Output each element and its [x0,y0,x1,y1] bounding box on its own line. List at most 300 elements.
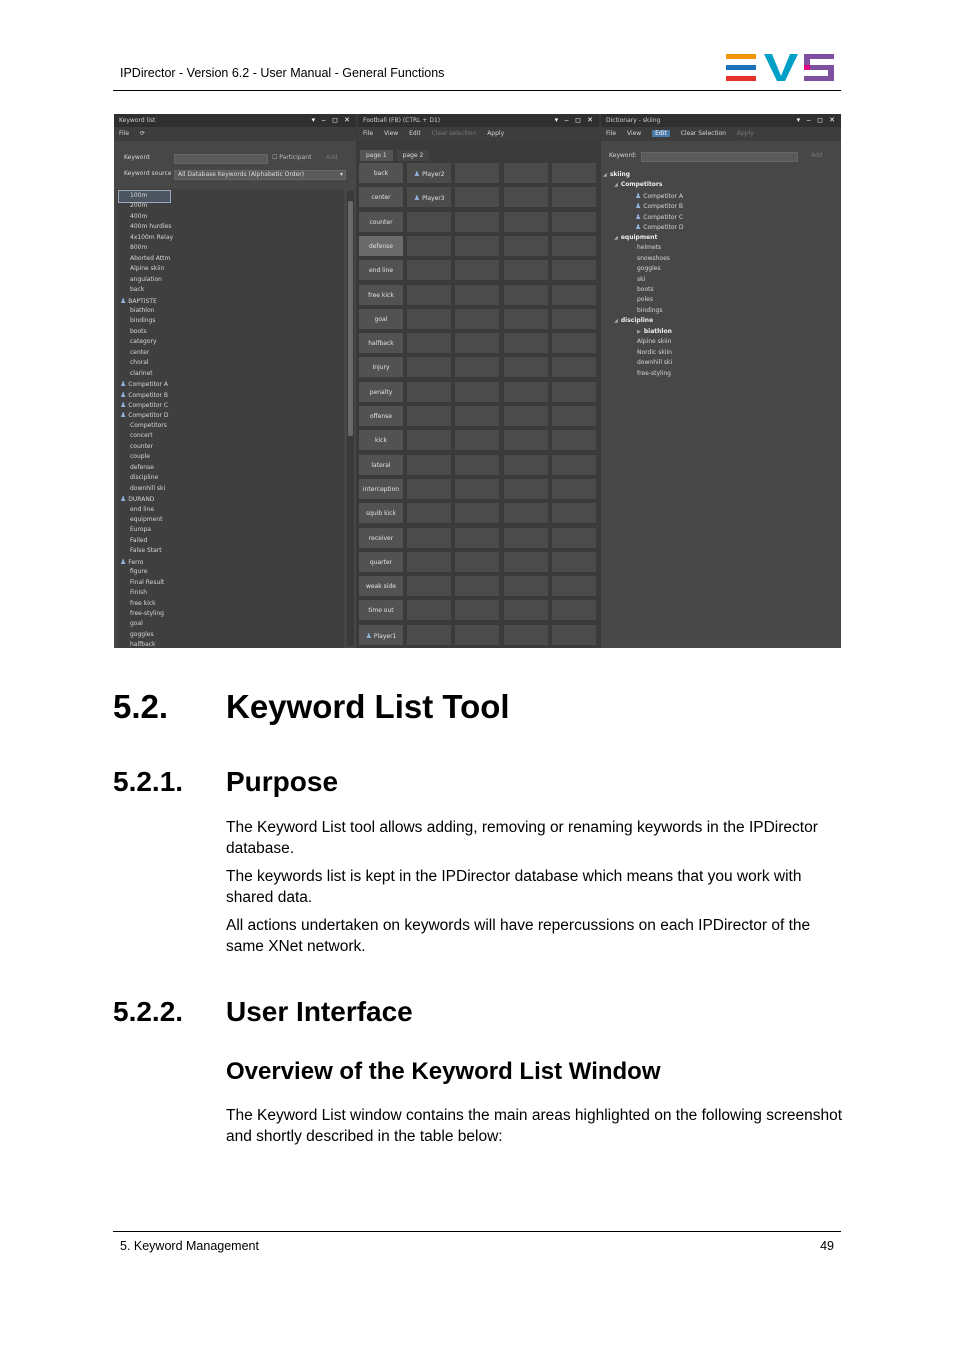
tree-node[interactable] [637,275,645,286]
tree-node-label: equipment [620,233,658,241]
keyword-grid-label: penalty [369,388,393,396]
keyword-item[interactable] [130,640,156,648]
empty-grid-cell[interactable] [551,551,597,573]
football-titlebar [358,114,599,127]
tree-node[interactable] [637,243,661,254]
keyword-item-label: couple [130,453,150,461]
participant-keyword-item[interactable] [120,379,168,390]
empty-grid-cell[interactable] [454,429,500,451]
apply-button[interactable]: Apply [736,130,754,137]
empty-grid-cell[interactable] [503,381,549,403]
keyword-item[interactable] [130,525,151,536]
empty-grid-cell[interactable] [503,624,549,646]
dictionary-keyword-label: Keyword: [609,152,637,159]
collapse-arrow-icon[interactable]: ◢ [603,172,607,178]
keyword-item[interactable] [130,505,154,516]
keyword-grid-button[interactable] [358,527,404,549]
keyword-item-label: Competitor C [128,402,169,409]
keyword-grid-button[interactable] [358,502,404,524]
participant-keyword-item[interactable] [120,296,157,307]
menu-edit[interactable]: Edit [652,130,670,137]
keyword-grid-label: center [371,194,391,202]
keyword-grid-label: quarter [369,558,393,566]
empty-grid-cell[interactable] [551,284,597,306]
dictionary-keyword-input[interactable] [641,152,798,162]
keyword-item-label: biathlon [130,306,155,314]
tree-node[interactable] [637,348,672,359]
empty-grid-cell[interactable] [454,454,500,476]
menu-view[interactable]: View [383,130,399,137]
keyword-item-label: goal [130,620,143,628]
keyword-input[interactable] [174,154,268,164]
empty-grid-cell[interactable] [406,308,452,330]
empty-grid-cell[interactable] [454,575,500,597]
keyword-grid-button[interactable] [358,211,404,233]
keyword-item[interactable] [130,348,149,359]
keyword-item-label: free kick [130,599,156,607]
person-icon: ♟ [120,296,127,305]
empty-grid-cell[interactable] [406,405,452,427]
keyword-item[interactable] [130,316,156,327]
empty-grid-cell[interactable] [406,624,452,646]
purpose-paragraph-3: All actions undertaken on keywords will have repercussions on each IPDirector of the same XNet network. [226,917,811,955]
keyword-item[interactable] [130,222,171,233]
empty-grid-cell[interactable] [454,356,500,378]
empty-grid-cell[interactable] [454,478,500,500]
keyword-item[interactable] [130,369,153,380]
keyword-item-label: 200m [130,202,148,210]
empty-grid-cell[interactable] [503,599,549,621]
empty-grid-cell[interactable] [454,235,500,257]
tree-node-label: discipline [620,317,654,325]
empty-grid-cell[interactable] [454,405,500,427]
empty-grid-cell[interactable] [454,284,500,306]
keyword-item-label: clarinet [130,369,153,377]
keyword-grid-button[interactable] [358,454,404,476]
empty-grid-cell[interactable] [406,284,452,306]
tree-node[interactable] [637,369,671,380]
empty-grid-cell[interactable] [406,599,452,621]
menu-view[interactable]: View [626,130,642,137]
keyword-grid-button[interactable] [358,575,404,597]
empty-grid-cell[interactable] [406,502,452,524]
keyword-item-label: downhill ski [130,484,166,492]
empty-grid-cell[interactable] [503,405,549,427]
keyword-item[interactable] [130,452,150,463]
empty-grid-cell[interactable] [406,429,452,451]
keyword-item[interactable] [130,431,153,442]
empty-grid-cell[interactable] [406,527,452,549]
tree-node-label: skiing [609,171,631,178]
empty-grid-cell[interactable] [454,308,500,330]
keyword-item-label: Competitor D [128,412,169,420]
empty-grid-cell[interactable] [454,381,500,403]
collapse-arrow-icon[interactable]: ◢ [614,318,618,325]
empty-grid-cell[interactable] [551,624,597,646]
window-controls[interactable]: ▾ ‒ ◻ ✕ [554,116,595,124]
empty-grid-cell[interactable] [503,186,549,208]
person-icon: ♟ [120,380,127,389]
keyword-item[interactable] [130,421,167,432]
keyword-item-label: boots [130,327,147,335]
empty-grid-cell[interactable] [551,599,597,621]
tree-node-label: free-styling [637,369,671,377]
keyword-item[interactable] [130,275,162,286]
keyword-item-label: defense [130,463,154,471]
empty-grid-cell[interactable] [551,502,597,524]
empty-grid-cell[interactable] [551,211,597,233]
keyword-grid-button[interactable] [358,599,404,621]
keyword-item-label: bindings [130,317,156,325]
empty-grid-cell[interactable] [551,235,597,257]
keyword-source-row [114,168,356,180]
empty-grid-cell[interactable] [551,162,597,184]
keyword-grid-button[interactable] [358,162,404,184]
keyword-item-label: 400m [130,212,148,220]
tree-node-label: bindings [637,306,663,314]
tree-node[interactable] [637,254,670,265]
keyword-item-label: back [130,286,145,294]
keyword-item[interactable] [130,442,153,453]
empty-grid-cell[interactable] [406,332,452,354]
keyword-item[interactable] [130,201,147,212]
keyword-list-titlebar [114,114,356,127]
tree-node-label: goggles [637,265,661,273]
keyword-item[interactable] [130,484,165,495]
keyword-grid-label: back [373,170,389,177]
keyword-item[interactable] [119,191,170,202]
keyword-item-label: DURAND [128,496,155,504]
keyword-item-label: choral [130,359,149,367]
keyword-item[interactable] [130,588,147,599]
keyword-item-label: halfback [130,641,156,648]
empty-grid-cell[interactable] [551,356,597,378]
keyword-item[interactable] [130,609,164,620]
keyword-item[interactable] [130,306,154,317]
tree-node[interactable] [635,201,683,212]
empty-grid-cell[interactable] [503,162,549,184]
participant-keyword-item[interactable] [120,410,169,421]
tree-node-label: Competitor B [643,203,684,211]
dictionary-title: Dictionary - skiing [606,117,661,124]
dictionary-tree[interactable] [603,168,839,648]
tree-node-label: Competitor C [643,213,684,221]
football-panel [358,114,599,648]
page-tabs [360,150,431,161]
keyword-item[interactable] [130,567,147,578]
keyword-item-label: goggles [130,630,154,638]
window-controls[interactable]: ▾ ‒ ◻ ✕ [796,116,837,124]
football-title: Football (FB) (CTRL + D1) [363,117,441,124]
empty-grid-cell[interactable] [503,308,549,330]
participant-keyword-item[interactable] [120,494,154,505]
empty-grid-cell[interactable] [406,211,452,233]
empty-grid-cell[interactable] [454,162,500,184]
tree-node-label: downhill ski [637,359,673,367]
clear-selection-button[interactable]: Clear selection [431,130,477,137]
empty-grid-cell[interactable] [551,527,597,549]
dictionary-add-button[interactable]: Add [811,152,823,159]
keyword-item[interactable] [130,515,162,526]
empty-grid-cell[interactable] [551,259,597,281]
person-icon: ♟ [635,191,642,200]
collapse-arrow-icon[interactable]: ◢ [614,234,618,241]
empty-grid-cell[interactable] [454,332,500,354]
empty-grid-cell[interactable] [503,527,549,549]
collapse-arrow-icon[interactable]: ◢ [614,182,618,189]
window-controls[interactable]: ▾ ‒ ◻ ✕ [311,116,352,124]
chevron-down-icon: ▾ [339,171,343,178]
empty-grid-cell[interactable] [503,211,549,233]
empty-grid-cell[interactable] [406,235,452,257]
keyword-grid-label: offense [369,413,393,420]
tree-node[interactable] [603,170,630,181]
keyword-grid-label: kick [375,437,387,445]
tree-node[interactable] [635,212,683,223]
keyword-grid-button[interactable] [358,356,404,378]
keyword-grid-button[interactable] [358,478,404,500]
empty-grid-cell[interactable] [551,332,597,354]
refresh-icon[interactable]: ⟳ [139,130,145,137]
keyword-grid-button[interactable] [358,429,404,451]
tree-node[interactable] [637,358,672,369]
keyword-item[interactable] [130,358,149,369]
empty-grid-cell[interactable] [503,454,549,476]
keyword-item[interactable] [130,264,164,275]
keyword-item-label: end line [130,505,155,513]
participant-keyword-item[interactable] [120,557,143,568]
empty-grid-cell[interactable] [503,235,549,257]
keyword-grid-label: interception [362,485,400,493]
empty-grid-cell[interactable] [503,502,549,524]
keyword-source-label: Keyword source [124,170,172,177]
footer-rule [113,1231,841,1232]
keyword-item-label: 400m hurdles [130,223,172,231]
empty-grid-cell[interactable] [406,575,452,597]
keyword-item-label: free-styling [130,610,164,617]
keyword-grid-button[interactable] [358,235,404,257]
empty-grid-cell[interactable] [551,405,597,427]
tree-node-label: poles [637,296,653,304]
keyword-grid-label: Player2 [422,171,445,178]
empty-grid-cell[interactable] [503,356,549,378]
keyword-label: Keyword [124,154,150,161]
purpose-title: Purpose [226,766,339,797]
participant-checkbox[interactable]: ☐ Participant [272,154,312,161]
keyword-item[interactable] [130,536,147,547]
tree-node-label: helmets [637,244,662,252]
tree-node[interactable] [637,295,653,306]
overview-paragraph: The Keyword List window contains the main areas highlighted on the following screenshot and shortly described in the table below: [226,1107,843,1145]
empty-grid-cell[interactable] [454,551,500,573]
keyword-grid-button[interactable] [358,186,404,208]
keyword-grid-label: free kick [368,291,394,299]
empty-grid-cell[interactable] [503,332,549,354]
keyword-item-label: center [130,348,150,356]
keyword-grid-label: Injury [372,364,390,372]
keyword-grid-label: goal [374,315,388,323]
tree-node[interactable] [614,233,657,244]
keyword-item[interactable] [130,473,158,484]
empty-grid-cell[interactable] [503,575,549,597]
empty-grid-cell[interactable] [503,284,549,306]
empty-grid-cell[interactable] [503,259,549,281]
keyword-item-label: 4x100m Relay [130,233,174,241]
keyword-item[interactable] [130,233,173,244]
keyword-item-label: 100m [130,192,148,199]
empty-grid-cell[interactable] [406,259,452,281]
keyword-grid-label: Player3 [422,195,445,203]
keyword-item-label: counter [130,442,154,450]
keyword-item-label: False Start [130,547,162,555]
keyword-grid-button[interactable] [358,405,404,427]
keyword-item-label: Competitor B [128,391,169,399]
keyword-item-label: Failed [130,536,148,544]
keyword-item[interactable] [130,463,154,474]
keyword-item[interactable] [130,254,170,265]
empty-grid-cell[interactable] [551,575,597,597]
keyword-grid-label: defense [369,242,393,250]
keyword-grid-button[interactable] [358,551,404,573]
empty-grid-cell[interactable] [503,429,549,451]
keyword-item[interactable] [130,212,147,223]
keyword-list-menubar [114,127,356,141]
keyword-item[interactable] [130,546,162,557]
keyword-grid-button[interactable] [358,308,404,330]
overview-subheading: Overview of the Keyword List Window [226,1058,661,1085]
keyword-item[interactable] [130,337,157,348]
keyword-grid-button[interactable] [358,624,404,646]
empty-grid-cell[interactable] [503,478,549,500]
empty-grid-cell[interactable] [454,624,500,646]
keyword-list-screenshot [114,114,841,648]
keyword-item-label: 800m [130,244,148,252]
tree-node[interactable] [614,316,653,327]
keyword-source-select[interactable] [174,170,346,180]
empty-grid-cell[interactable] [551,478,597,500]
person-icon: ♟ [413,170,421,178]
section-title: Keyword List Tool [226,688,510,725]
empty-grid-cell[interactable] [551,454,597,476]
menu-edit[interactable]: Edit [409,130,421,137]
menu-file[interactable]: File [119,130,130,137]
keyword-item[interactable] [130,327,147,338]
page-number: 49 [820,1239,834,1253]
tree-node[interactable] [637,285,654,296]
person-icon: ♟ [635,223,642,232]
empty-grid-cell[interactable] [406,454,452,476]
empty-grid-cell[interactable] [503,551,549,573]
tree-node[interactable] [637,306,663,317]
keyword-grid-button[interactable] [358,284,404,306]
keyword-item-label: BAPTISTE [128,297,157,305]
keyword-grid-button[interactable] [358,332,404,354]
tree-node[interactable] [614,180,662,191]
keyword-item-label: Finish [130,589,148,597]
keyword-item[interactable] [130,630,154,641]
tree-node-label: Alpine skiin [637,338,672,346]
tree-node[interactable] [637,264,661,275]
empty-grid-cell[interactable] [406,551,452,573]
keyword-grid [358,162,599,648]
tree-node[interactable] [635,222,684,233]
keyword-grid-button[interactable] [358,381,404,403]
keyword-item-label: Competitors [130,421,167,429]
purpose-paragraph-2: The keywords list is kept in the IPDirector database which means that you work with shared data. [226,868,802,906]
keyword-grid-button[interactable] [358,259,404,281]
empty-grid-cell[interactable] [454,527,500,549]
footer-chapter: 5. Keyword Management [120,1239,259,1253]
purpose-paragraph-1: The Keyword List tool allows adding, removing or renaming keywords in the IPDirector database. [226,819,818,857]
empty-grid-cell[interactable] [551,186,597,208]
keyword-item[interactable] [130,285,144,296]
evs-logo [726,54,834,82]
tree-node-label: boots [637,285,654,293]
scrollbar-thumb[interactable] [348,201,353,436]
empty-grid-cell[interactable] [551,381,597,403]
expand-arrow-icon[interactable]: ▶ [637,328,641,335]
apply-button[interactable]: Apply [487,130,505,137]
tree-node[interactable] [635,191,683,202]
keyword-item-label: equipment [130,515,163,523]
header-rule [113,90,841,91]
participant-keyword-item[interactable] [120,400,168,411]
tree-node-label: ski [637,275,646,283]
participant-keyword-item[interactable] [120,390,168,401]
keyword-list-title: Keyword list [119,117,156,124]
keyword-item-label: concert [130,432,153,440]
keyword-item[interactable] [130,243,147,254]
keyword-list-scrollbar[interactable] [347,191,354,646]
person-icon: ♟ [365,631,372,640]
keyword-item[interactable] [130,619,143,630]
empty-grid-cell[interactable] [454,211,500,233]
tree-node[interactable] [637,337,671,348]
tab-page-1[interactable]: page 1 [360,150,393,161]
add-button[interactable]: Add [326,154,338,161]
tree-node-label: Competitors [620,181,663,189]
keyword-row [114,152,356,164]
keyword-item-label: category [130,338,157,346]
menu-file[interactable]: File [606,130,617,137]
empty-grid-cell[interactable] [454,599,500,621]
empty-grid-cell[interactable] [551,429,597,451]
keyword-grid-button[interactable] [406,186,452,208]
section-number: 5.2. [113,688,169,725]
keyword-item[interactable] [130,599,156,610]
keyword-item-label: Competitor A [128,381,169,389]
empty-grid-cell[interactable] [454,186,500,208]
tree-node[interactable] [637,327,672,338]
keyword-item[interactable] [130,578,164,589]
tab-page-2[interactable]: page 2 [397,150,430,161]
empty-grid-cell[interactable] [406,478,452,500]
empty-grid-cell[interactable] [406,381,452,403]
empty-grid-cell[interactable] [551,308,597,330]
keyword-grid-label: halfback [368,340,394,348]
keyword-grid-button[interactable] [406,162,452,184]
keyword-item-label: discipline [130,474,159,482]
menu-file[interactable]: File [363,130,374,137]
clear-selection-button[interactable]: Clear Selection [680,130,726,137]
empty-grid-cell[interactable] [454,502,500,524]
empty-grid-cell[interactable] [406,356,452,378]
empty-grid-cell[interactable] [454,259,500,281]
header-title: IPDirector - Version 6.2 - User Manual - General Functions [120,66,445,80]
person-icon: ♟ [635,202,642,211]
keyword-list[interactable] [117,189,344,648]
keyword-grid-label: receiver [368,534,394,542]
